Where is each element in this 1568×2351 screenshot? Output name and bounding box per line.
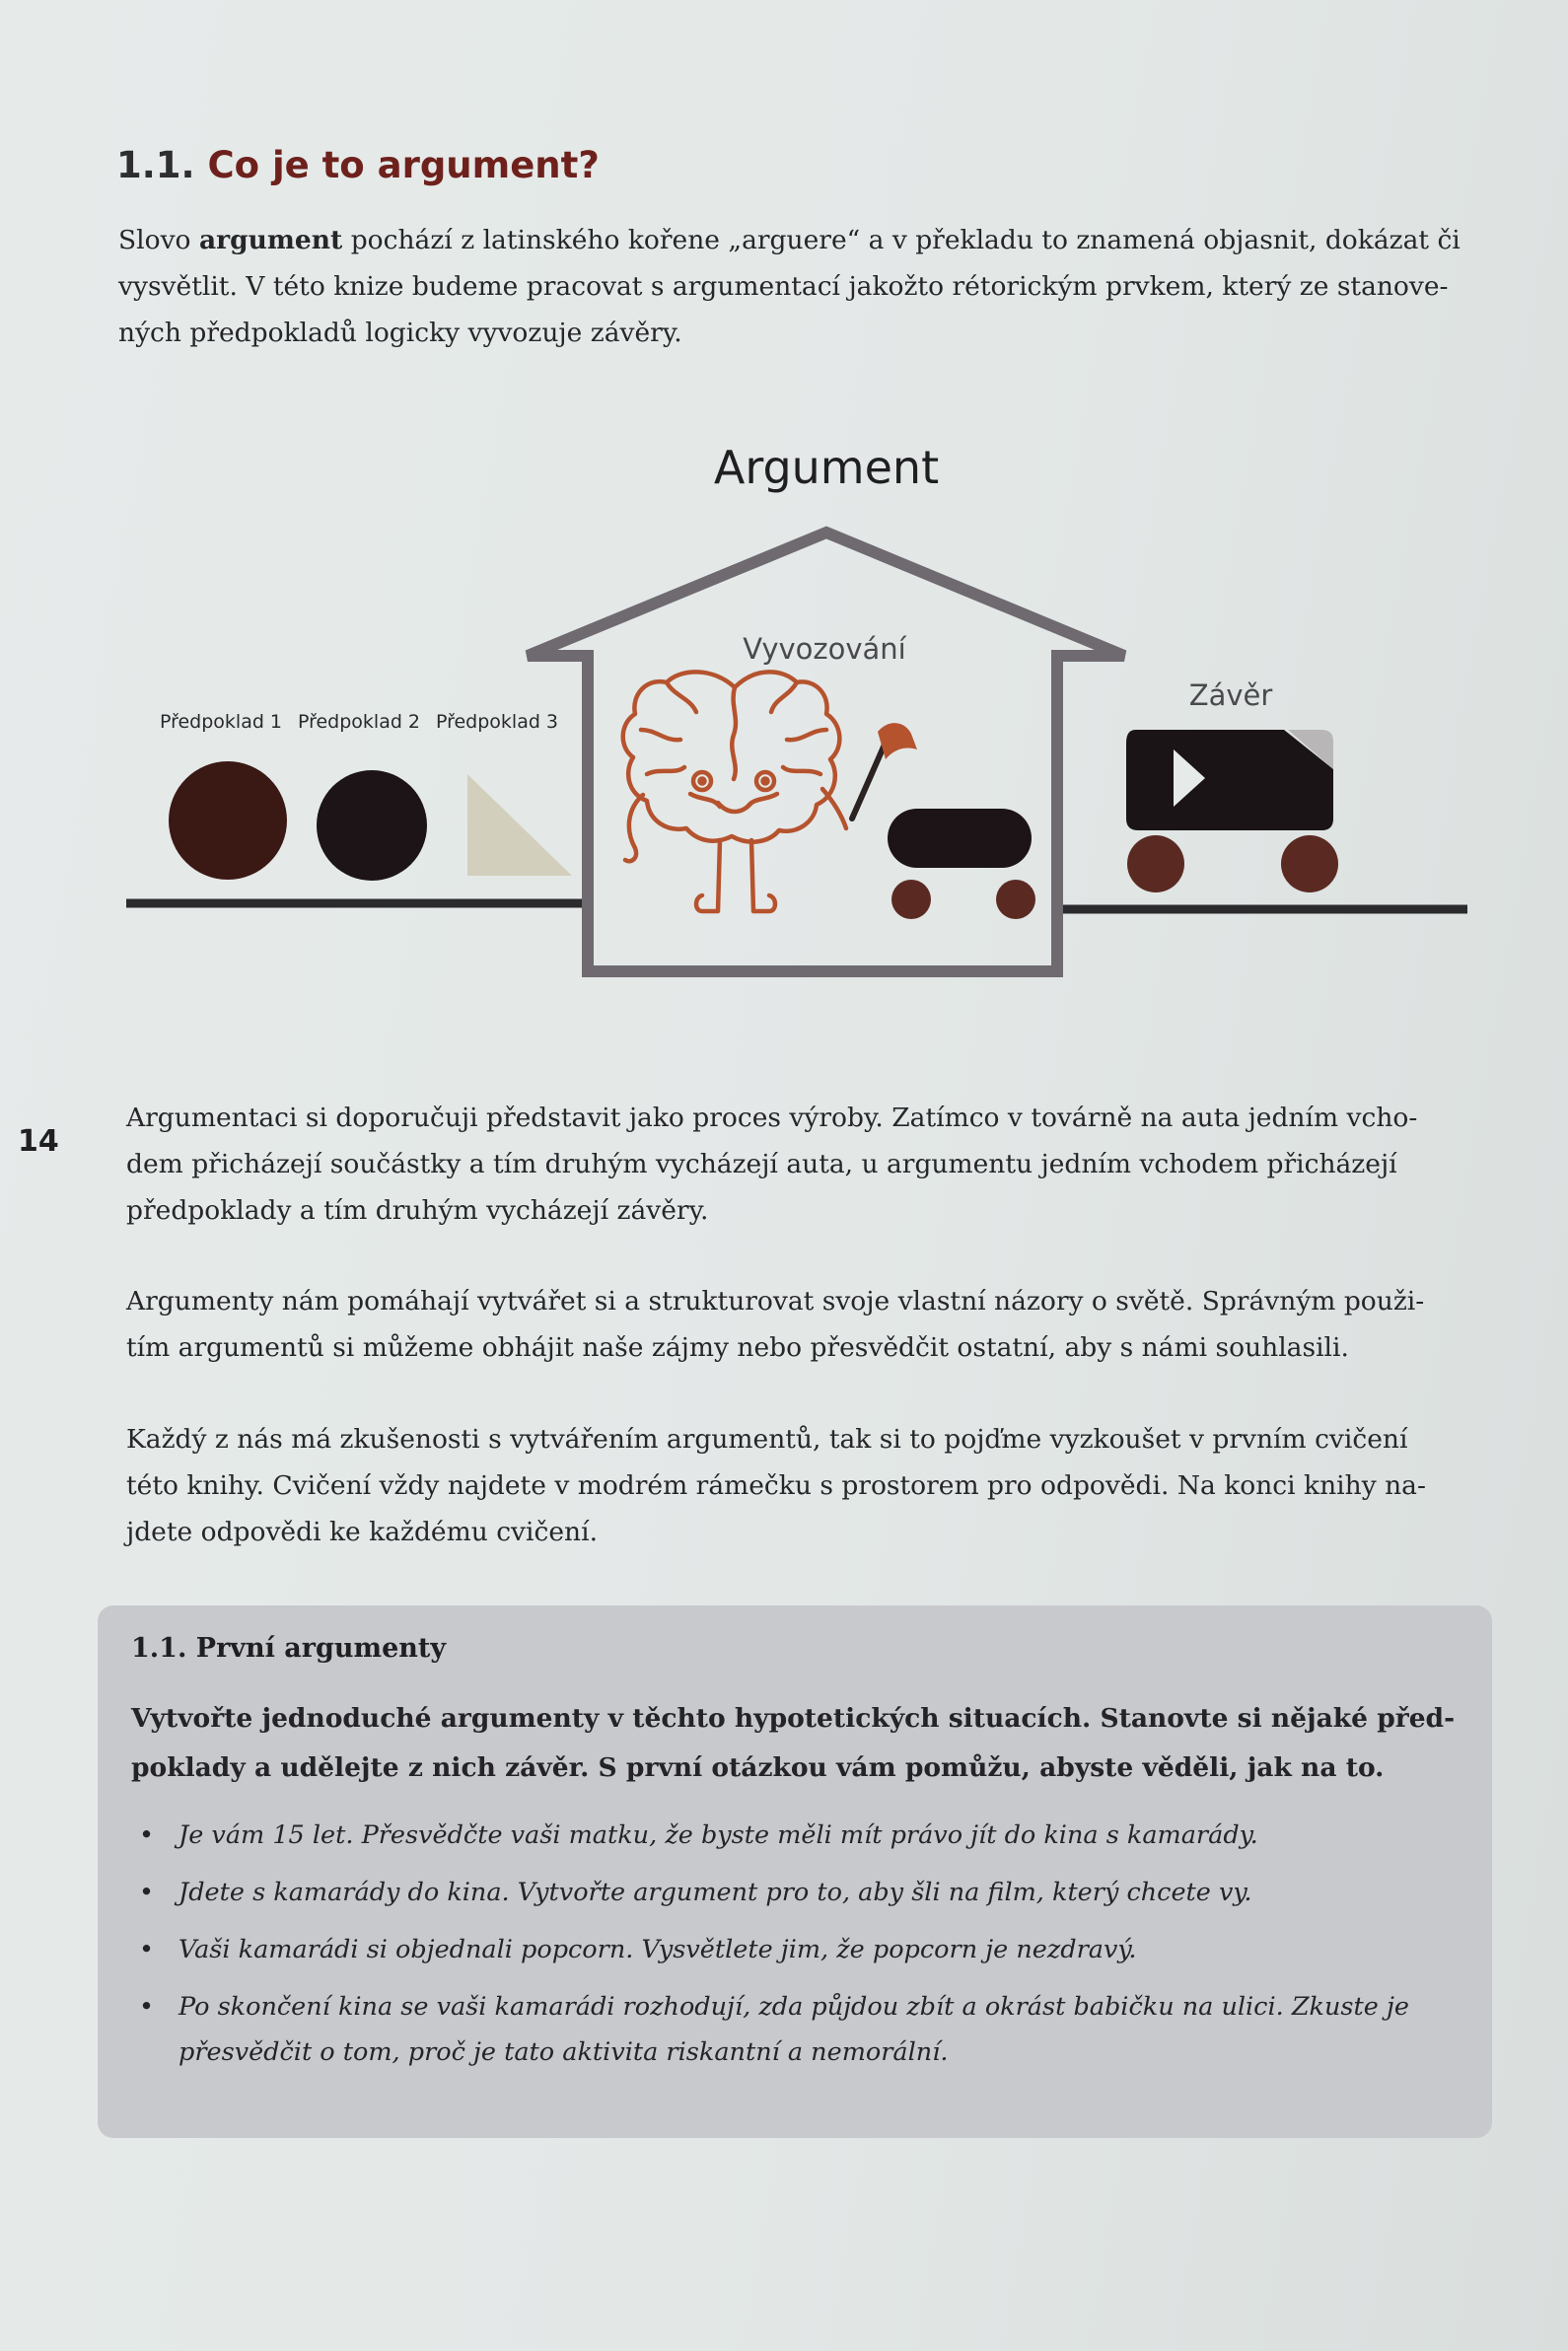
capsule-vehicle-icon: [888, 809, 1035, 919]
exercise-item: • Po skončení kina se vaši kamarádi rozhodují, zda půjdou zbít a okrást babičku na ulici. Zkuste je přesvědčit o tom, proč je tato aktivita riskantní a nemorální.: [131, 1984, 1409, 2075]
exercise-item: • Jdete s kamarády do kina. Vytvořte argument pro to, aby šli na film, který chcete vy.: [131, 1870, 1409, 1915]
diagram-title: Argument: [713, 441, 940, 494]
paragraph-line: Každý z nás má zkušenosti s vytvářením argumentů, tak si to pojďme vyzkoušet v prvním cvičení: [126, 1424, 1408, 1455]
intro-paragraph: [118, 217, 1461, 356]
paragraph-line: Argumentaci si doporučuji představit jako proces výroby. Zatímco v továrně na auta jedním vcho-: [126, 1103, 1418, 1133]
triangle-premise-icon: [467, 774, 572, 876]
paragraph-line: předpoklady a tím druhým vycházejí závěry.: [126, 1195, 709, 1226]
paragraph-line: jdete odpovědi ke každému cvičení.: [126, 1517, 598, 1547]
circle-premise-icon: [317, 770, 427, 881]
exercise-instructions-line: poklady a udělejte z nich závěr. S první otázkou vám pomůžu, abyste věděli, jak na to.: [131, 1752, 1385, 1783]
brain-with-axe-icon: [623, 672, 846, 911]
premise-label-2: Předpoklad 2: [297, 711, 421, 733]
paragraph-line: tím argumentů si můžeme obhájit naše zájmy nebo přesvědčit ostatní, aby s námi souhlasili.: [126, 1332, 1349, 1363]
exercise-item: • Je vám 15 let. Přesvědčte vaši matku, že byste měli mít právo jít do kina s kamarády.: [131, 1813, 1409, 1858]
section-number: 1.1.: [116, 144, 195, 186]
intro-line-1: Slovo argument pochází z latinského kořene „arguere“ a v překladu to znamená objasnit, dokázat či: [118, 225, 1461, 255]
intro-bold-term: argument: [198, 225, 343, 255]
page-number: 14: [18, 1124, 59, 1159]
conclusion-label: Závěr: [1188, 678, 1273, 712]
intro-line-3: ných předpokladů logicky vyvozuje závěry.: [118, 318, 682, 348]
premise-label-3: Předpoklad 3: [435, 711, 559, 733]
process-label: Vyvozování: [743, 632, 906, 666]
circle-premise-icon: [169, 761, 287, 880]
section-heading: [116, 144, 600, 186]
section-title: Co je to argument?: [207, 144, 600, 186]
axe-icon: [852, 723, 917, 819]
exercise-box: [98, 1605, 1492, 2138]
exercise-list: [131, 1813, 1409, 2087]
paragraph-exercise-intro: [126, 1416, 1426, 1555]
paragraph-manufacturing: [126, 1095, 1417, 1234]
exercise-title: 1.1. První argumenty: [131, 1633, 447, 1664]
paragraph-line: této knihy. Cvičení vždy najdete v modrém rámečku s prostorem pro odpovědi. Na konci knihy na-: [126, 1470, 1426, 1501]
truck-icon: [1126, 730, 1338, 892]
argument-diagram: [0, 434, 1568, 1006]
paragraph-line: Argumenty nám pomáhají vytvářet si a strukturovat svoje vlastní názory o světě. Správným použi-: [126, 1286, 1425, 1317]
exercise-instructions-line: Vytvořte jednoduché argumenty v těchto hypotetických situacích. Stanovte si nějaké před-: [131, 1703, 1456, 1734]
paragraph-purpose: [126, 1278, 1424, 1371]
premise-label-1: Předpoklad 1: [159, 711, 283, 733]
intro-line-2: vysvětlit. V této knize budeme pracovat s argumentací jakožto rétorickým prvkem, který ze stanove-: [118, 271, 1449, 302]
house-factory: [528, 533, 1124, 977]
paragraph-line: dem přicházejí součástky a tím druhým vycházejí auta, u argumentu jedním vchodem přicházejí: [126, 1149, 1397, 1179]
exercise-instructions: [131, 1694, 1455, 1793]
exercise-item: • Vaši kamarádi si objednali popcorn. Vysvětlete jim, že popcorn je nezdravý.: [131, 1927, 1409, 1972]
